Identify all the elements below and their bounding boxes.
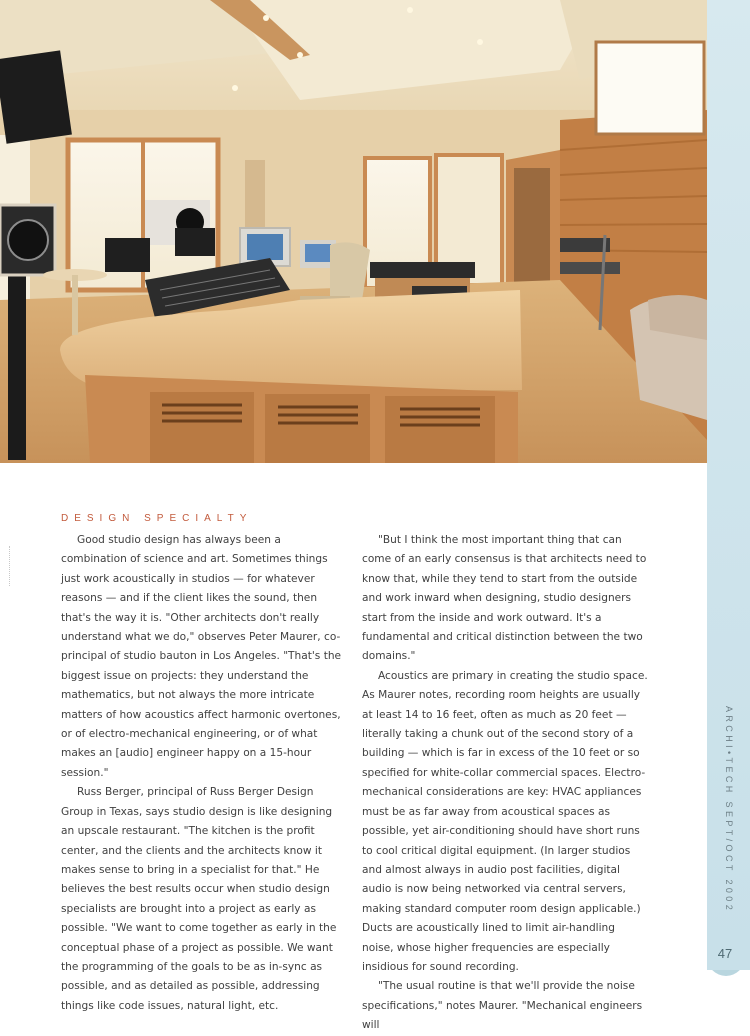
margin-mark — [9, 546, 12, 586]
page-number-text: 47 — [717, 945, 733, 961]
section-heading: DESIGN SPECIALTY — [61, 513, 253, 524]
page-number — [703, 938, 747, 968]
paragraph: "The usual routine is that we'll provide the noise specifications," notes Maurer. "Mechanical engineers will — [362, 980, 643, 1032]
paragraph: "But I think the most important thing that can come of an early consensus is that architects need to know that, while they tend to start from the outside and work inward when designing, studio designers start from the inside and work outward. It's a fundamental and critical distinction between the two domains." — [362, 534, 647, 663]
paragraph: Good studio design has always been a combination of science and art. Sometimes things just work acoustically in studios — for whatever reasons — and if the client likes the sound, then that's the way it is. "Other architects don't really understand what we do," observes Peter Maurer, co-principal of studio bauton in Los Angeles. "That's the biggest issue on projects: they understand the mathematics, but not always the more intricate matters of how acoustics affect harmonic overtones, or of electro-mechanical engineering, or of what makes an [audio] engineer happy on a 15-hour session." — [61, 534, 342, 779]
studio-photo — [0, 0, 707, 463]
paragraph: Acoustics are primary in creating the studio space. As Maurer notes, recording room heights are usually at least 14 to 16 feet, often as much as 20 feet — literally taking a chunk out of the second story of a building — which is far in excess of the 10 feet or so specified for white-collar commercial spaces. Electro-mechanical considerations are key: HVAC appliances must be as far away from acoustical spaces as possible, yet air-conditioning should have short runs to cool critical digital equipment. (In larger studios and almost always in audio post facilities, digital audio is now being networked via central servers, making standard computer room design applicable.) Ducts are acoustically lined to limit air-handling noise, whose higher frequencies are especially insidious for sound recording. — [362, 669, 648, 973]
running-footer-tag — [714, 706, 744, 921]
publication-tag: ARCHI•TECH SEPT/OCT 2002 — [724, 706, 734, 914]
studio-photo-illustration — [0, 0, 707, 463]
article-column-left — [61, 531, 344, 1016]
article-column-right — [362, 531, 649, 1036]
paragraph: Russ Berger, principal of Russ Berger Design Group in Texas, says studio design is like designing an upscale restaurant. "The kitchen is the profit center, and the clients and the architects know it makes sense to bring in a specialist for that." He believes the best results occur when studio design specialists are brought into a project as early as possible. "We want to come together as early in the conceptual phase of a project as possible. We want the programming of the goals to be as in-sync as possible, and as detailed as possible, addressing things like code issues, natural light, etc. — [61, 786, 337, 1012]
